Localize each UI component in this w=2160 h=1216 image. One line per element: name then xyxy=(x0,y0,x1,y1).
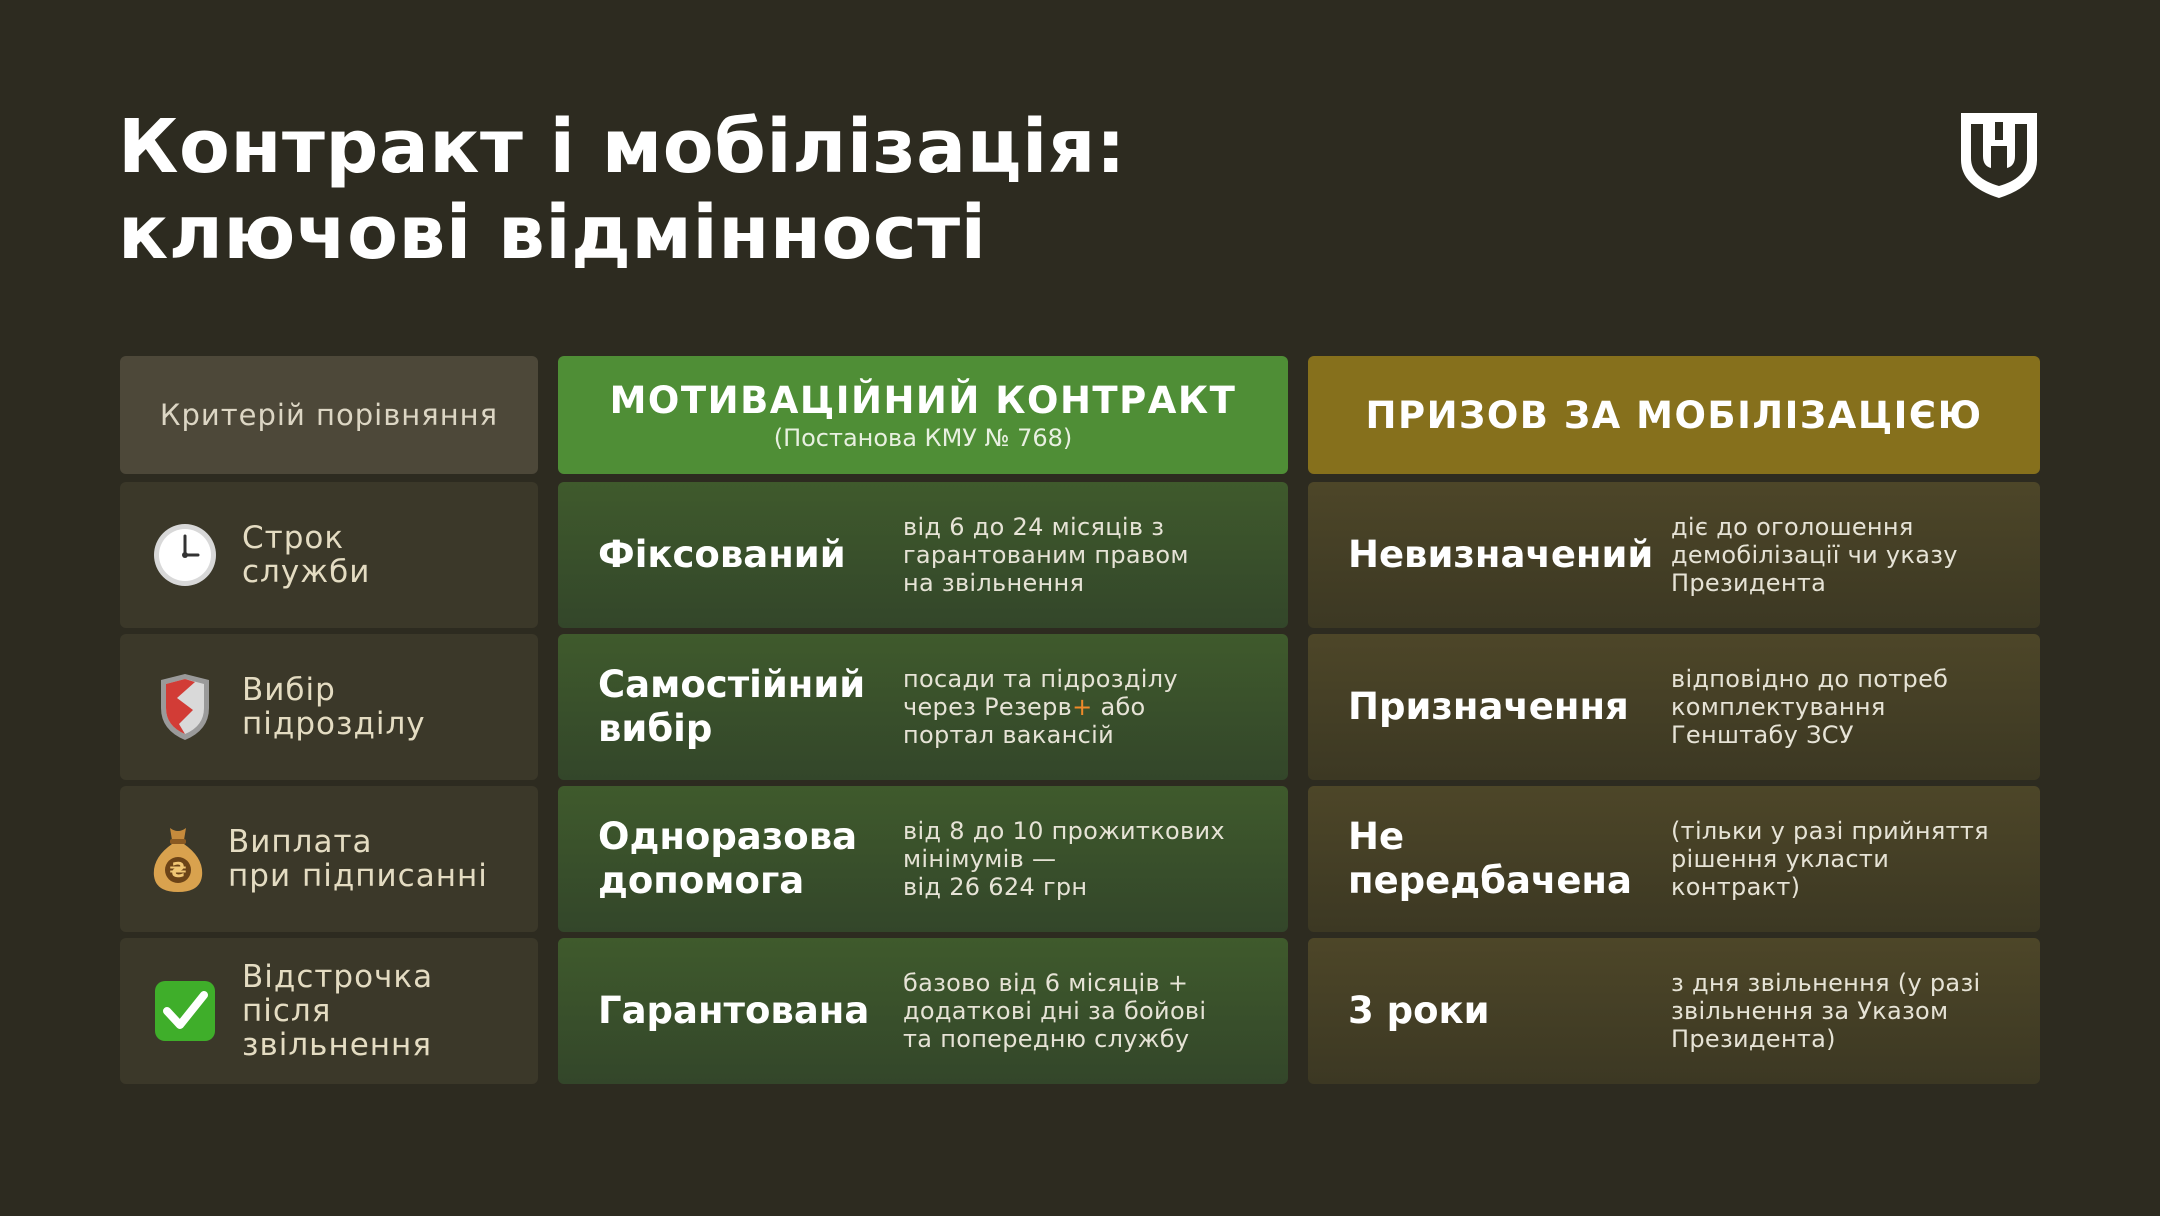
mobilization-main: Невизначений xyxy=(1348,533,1654,576)
contract-detail-text-b: або портал вакансій xyxy=(903,693,1146,749)
header-criteria xyxy=(120,356,538,474)
header-mobilization xyxy=(1308,356,2040,474)
contract-main: Гарантована xyxy=(598,989,870,1032)
table-row-mobilization xyxy=(1308,938,2040,1084)
mobilization-main: Призначення xyxy=(1348,685,1629,728)
table-row-contract xyxy=(558,938,1288,1084)
table-row-criterion xyxy=(120,482,538,628)
comparison-table xyxy=(120,356,2040,1084)
table-row-mobilization xyxy=(1308,634,2040,780)
table-row-contract xyxy=(558,786,1288,932)
contract-detail-text-a: посади та підрозділу через Резерв xyxy=(903,665,1178,721)
header-criteria-label: Критерій порівняння xyxy=(159,398,499,432)
mobilization-detail: (тільки у разі прийняття рішення укласти контракт) xyxy=(1671,817,1989,901)
header-contract-title: МОТИВАЦІЙНИЙ КОНТРАКТ xyxy=(609,378,1237,422)
contract-detail xyxy=(903,665,1178,749)
criterion-label: Строк служби xyxy=(242,520,371,590)
contract-main: Одноразова допомога xyxy=(598,815,858,902)
header-mobilization-title: ПРИЗОВ ЗА МОБІЛІЗАЦІЄЮ xyxy=(1365,393,1983,437)
header-contract xyxy=(558,356,1288,474)
mobilization-main: 3 роки xyxy=(1348,989,1490,1032)
mobilization-detail: відповідно до потреб комплектування Генштабу ЗСУ xyxy=(1671,665,1949,749)
criterion-label: Виплата при підписанні xyxy=(228,824,488,894)
contract-detail: базово від 6 місяців + додаткові дні за бойові та попередню службу xyxy=(903,969,1207,1053)
mobilization-main: Не передбачена xyxy=(1348,815,1632,902)
table-row-mobilization xyxy=(1308,482,2040,628)
table-row-criterion xyxy=(120,786,538,932)
table-row-criterion xyxy=(120,938,538,1084)
reserve-plus-mark: + xyxy=(1072,693,1093,721)
page-title xyxy=(118,104,1126,276)
mobilization-detail: з дня звільнення (у разі звільнення за Указом Президента) xyxy=(1671,969,1981,1053)
page-title-line-1: Контракт і мобілізація: xyxy=(118,104,1126,190)
contract-detail: від 8 до 10 прожиткових мінімумів — від 26 624 грн xyxy=(903,817,1225,901)
table-row-criterion xyxy=(120,634,538,780)
trident-shield-icon xyxy=(1958,110,2040,200)
clock-icon xyxy=(150,520,220,590)
mobilization-detail: діє до оголошення демобілізації чи указу Президента xyxy=(1671,513,1958,597)
contract-main: Самостійний вибір xyxy=(598,663,866,750)
svg-text:₴: ₴ xyxy=(169,858,187,882)
money-bag-icon xyxy=(150,824,206,894)
header-contract-subtitle: (Постанова КМУ № 768) xyxy=(773,423,1073,452)
table-row-mobilization xyxy=(1308,786,2040,932)
check-mark-icon xyxy=(150,976,220,1046)
contract-main: Фіксований xyxy=(598,533,846,576)
criterion-label: Відстрочка після звільнення xyxy=(242,959,434,1063)
shield-icon xyxy=(150,672,220,742)
criterion-label: Вибір підрозділу xyxy=(242,672,426,742)
table-row-contract xyxy=(558,634,1288,780)
page-title-line-2: ключові відмінності xyxy=(118,190,987,276)
table-row-contract xyxy=(558,482,1288,628)
contract-detail: від 6 до 24 місяців з гарантованим правом на звільнення xyxy=(903,513,1189,597)
